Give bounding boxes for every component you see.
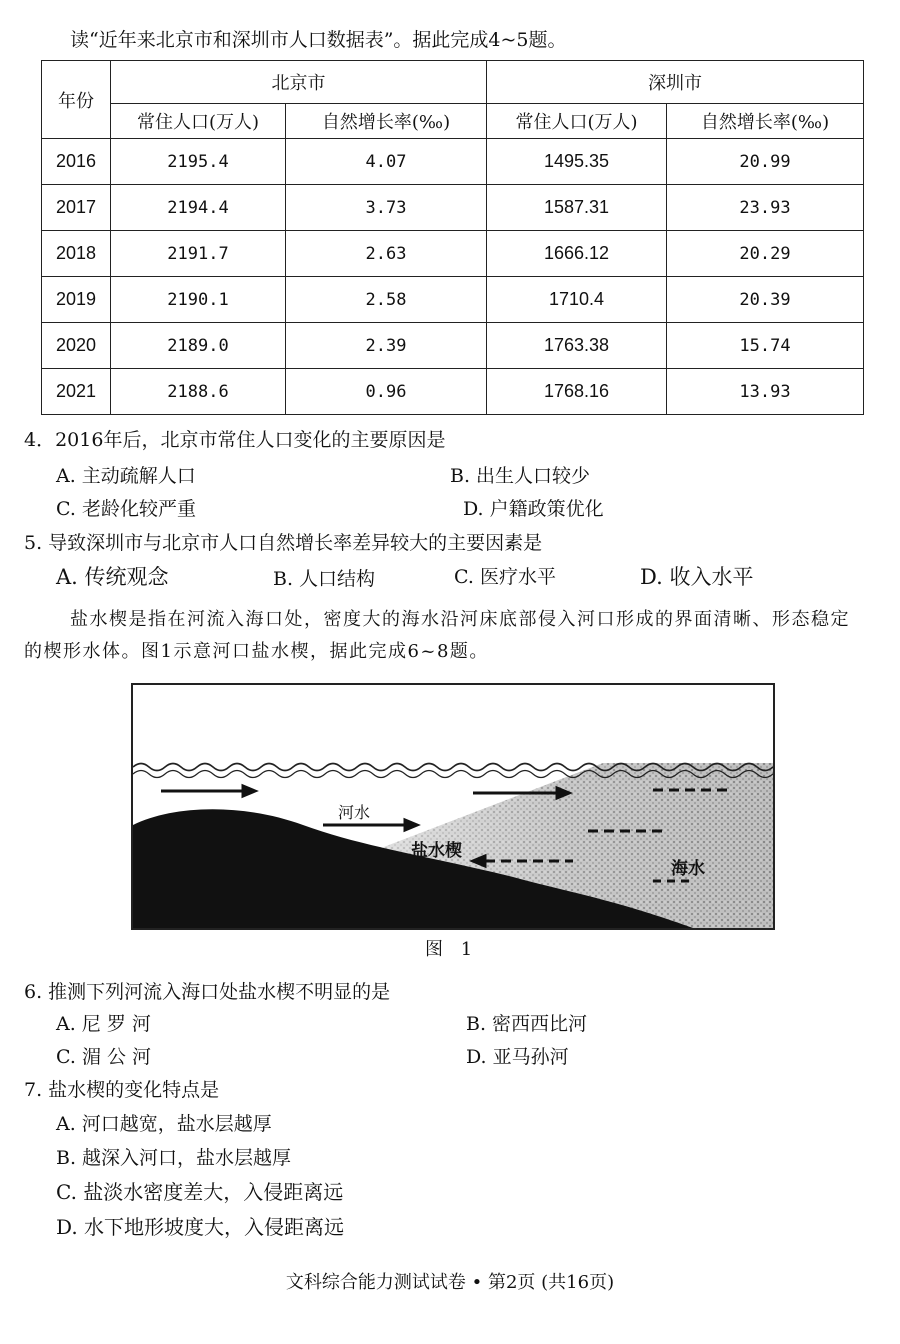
question-5-option-b[interactable]: B. 人口结构 [273, 568, 376, 590]
page-footer: 文科综合能力测试试卷 • 第2页 (共16页) [285, 1272, 615, 1293]
question-7-option-a[interactable]: A. 河口越宽，盐水层越厚 [56, 1113, 272, 1135]
figure-caption: 图 1 [425, 939, 479, 960]
shenzhen-header: 深圳市 [487, 61, 864, 104]
table-row [42, 369, 864, 415]
question-6-stem: 6. 推测下列河流入海口处盐水楔不明显的是 [24, 981, 391, 1003]
question-7-option-c[interactable]: C. 盐淡水密度差大，入侵距离远 [56, 1180, 344, 1204]
bj-rate-cell: 2.63 [286, 231, 487, 277]
bj-rate-cell: 0.96 [286, 369, 487, 415]
population-table [41, 60, 864, 415]
year-cell: 2019 [42, 277, 111, 323]
year-cell: 2021 [42, 369, 111, 415]
bj-pop-cell: 2189.0 [111, 323, 286, 369]
question-4-stem: 4．2016年后，北京市常住人口变化的主要原因是 [24, 429, 446, 451]
question-7-option-b[interactable]: B. 越深入河口，盐水层越厚 [56, 1147, 292, 1169]
question-5-option-a[interactable]: A. 传统观念 [56, 565, 169, 589]
bj-pop-cell: 2195.4 [111, 139, 286, 185]
beijing-header: 北京市 [111, 61, 487, 104]
question-6-option-b[interactable]: B. 密西西比河 [466, 1013, 588, 1035]
table-row [42, 323, 864, 369]
bj-pop-cell: 2194.4 [111, 185, 286, 231]
question-4-option-a[interactable]: A. 主动疏解人口 [56, 465, 196, 487]
sz-pop-cell: 1763.38 [487, 323, 667, 369]
beijing-pop-header: 常住人口(万人) [111, 104, 286, 139]
salt-wedge-diagram [133, 685, 773, 928]
sz-pop-cell: 1587.31 [487, 185, 667, 231]
question-5-stem: 5. 导致深圳市与北京市人口自然增长率差异较大的主要因素是 [24, 532, 543, 554]
salt-wedge-label: 盐水楔 [411, 841, 462, 860]
shenzhen-pop-header: 常住人口(万人) [487, 104, 667, 139]
beijing-rate-header: 自然增长率(‰) [286, 104, 487, 139]
bj-pop-cell: 2191.7 [111, 231, 286, 277]
sz-rate-cell: 23.93 [667, 185, 864, 231]
sz-pop-cell: 1710.4 [487, 277, 667, 323]
bj-rate-cell: 2.58 [286, 277, 487, 323]
table-row [42, 185, 864, 231]
bj-rate-cell: 4.07 [286, 139, 487, 185]
question-5-option-d[interactable]: D. 收入水平 [640, 565, 754, 589]
sz-pop-cell: 1768.16 [487, 369, 667, 415]
sz-rate-cell: 13.93 [667, 369, 864, 415]
bj-rate-cell: 3.73 [286, 185, 487, 231]
passage: 盐水楔是指在河流入海口处，密度大的海水沿河床底部侵入河口形成的界面清晰、形态稳定的楔形水体。图1示意河口盐水楔，据此完成6~8题。 [24, 609, 850, 662]
question-6-option-c[interactable]: C. 湄 公 河 [56, 1046, 152, 1068]
question-4-option-b[interactable]: B. 出生人口较少 [450, 465, 591, 487]
question-5-option-c[interactable]: C. 医疗水平 [454, 566, 556, 588]
year-cell: 2017 [42, 185, 111, 231]
sz-rate-cell: 20.99 [667, 139, 864, 185]
sz-rate-cell: 20.39 [667, 277, 864, 323]
question-7-stem: 7. 盐水楔的变化特点是 [24, 1079, 220, 1101]
salt-wedge-figure [131, 683, 775, 930]
year-cell: 2018 [42, 231, 111, 277]
question-4-option-c[interactable]: C. 老龄化较严重 [56, 498, 196, 520]
question-7-option-d[interactable]: D. 水下地形坡度大，入侵距离远 [56, 1215, 345, 1239]
sz-rate-cell: 15.74 [667, 323, 864, 369]
sz-pop-cell: 1666.12 [487, 231, 667, 277]
question-4-option-d[interactable]: D. 户籍政策优化 [463, 498, 604, 520]
sz-rate-cell: 20.29 [667, 231, 864, 277]
sz-pop-cell: 1495.35 [487, 139, 667, 185]
bj-pop-cell: 2190.1 [111, 277, 286, 323]
bj-rate-cell: 2.39 [286, 323, 487, 369]
year-cell: 2016 [42, 139, 111, 185]
intro-text: 读“近年来北京市和深圳市人口数据表”。据此完成4~5题。 [70, 29, 567, 51]
year-header: 年份 [42, 61, 111, 139]
sea-water-label: 海水 [671, 859, 705, 878]
question-6-option-a[interactable]: A. 尼 罗 河 [56, 1013, 151, 1035]
table-row [42, 231, 864, 277]
table-row [42, 277, 864, 323]
year-cell: 2020 [42, 323, 111, 369]
question-6-option-d[interactable]: D. 亚马孙河 [466, 1046, 569, 1068]
table-row [42, 139, 864, 185]
river-water-label: 河水 [338, 805, 371, 822]
shenzhen-rate-header: 自然增长率(‰) [667, 104, 864, 139]
bj-pop-cell: 2188.6 [111, 369, 286, 415]
